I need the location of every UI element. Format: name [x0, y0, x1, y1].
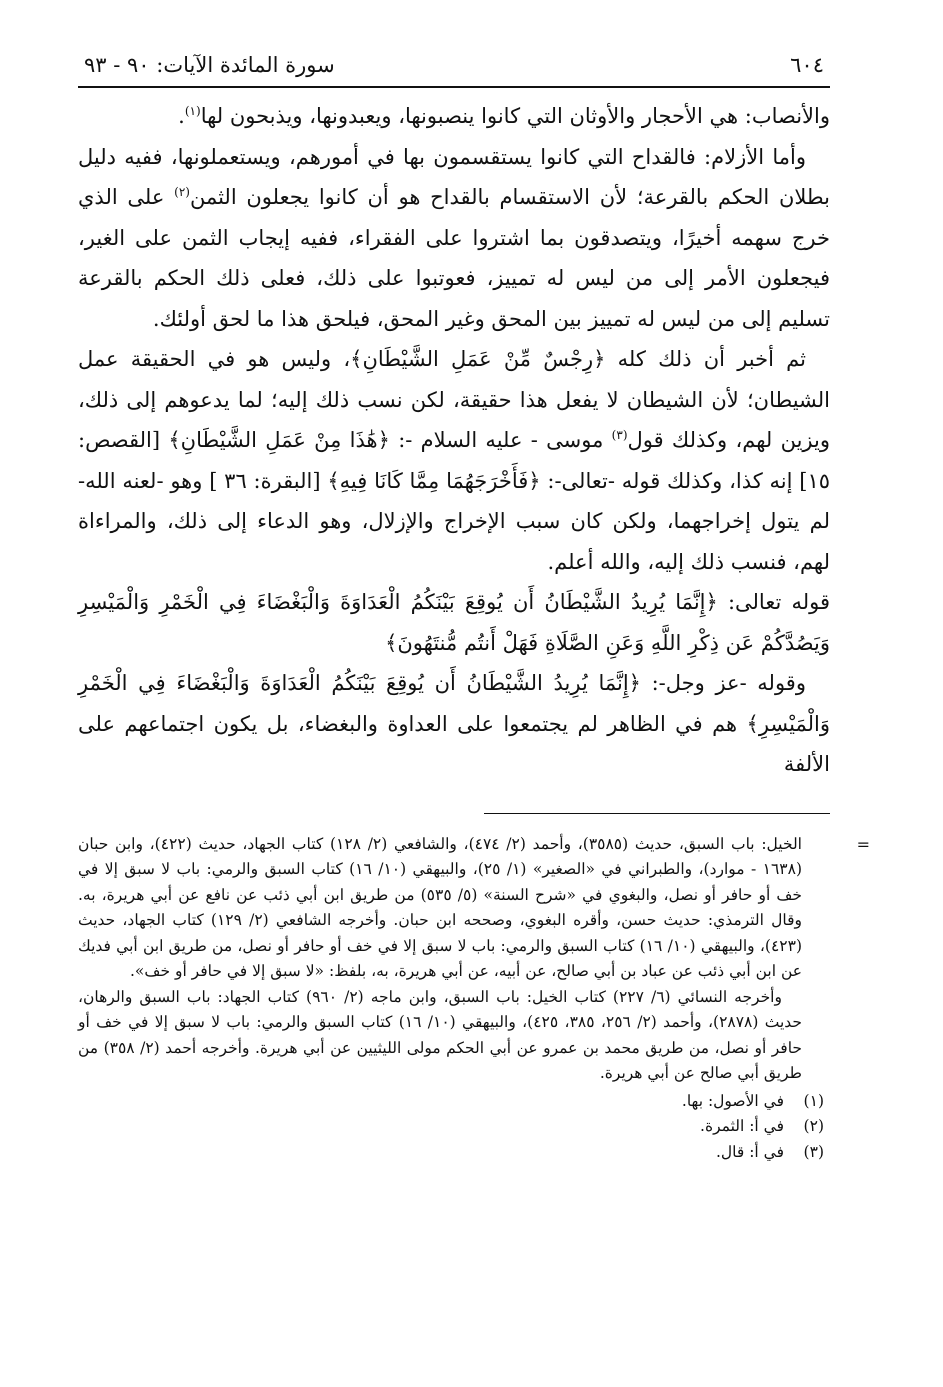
footnote-continuation-text-2: وأخرجه النسائي (٦/ ٢٢٧) كتاب الخيل: باب السبق، وابن ماجه (٢/ ٩٦٠) كتاب الجهاد: باب السبق والرهان، حديث (٢٨٧٨)، وأحمد (٢/ ٢٥٦، ٣٨٥، ٤٢٥)، والبيهقي (١٠/ ١٦) كتاب السبق والرمي: باب لا سبق إلا في خف أو حافر أو نصل، من طريق محمد بن عمرو عن أبي الحكم مولى الليثيين عن أبي هريرة. وأخرجه أحمد (٢/ ٣٥٨) من طريق أبي صالح عن أبي هريرة.: [78, 987, 803, 1082]
paragraph-ansab: والأنصاب: هي الأحجار والأوثان التي كانوا ينصبونها، ويعبدونها، ويذبحون لها$^{(١)}$.: [178, 104, 830, 128]
footnote-number: (٢): [803, 1117, 824, 1135]
footnote-number: (١): [803, 1091, 824, 1110]
running-header: [78, 50, 830, 84]
paragraph-shaytan: ثم أخبر أن ذلك كله ﴿رِجْسٌ مِّنْ عَمَلِ الشَّيْطَانِ﴾، وليس هو في الحقيقة عمل الشيطان؛ لأن الشيطان لا يفعل هذا حقيقة، لكن نسب ذلك إليه؛ لما يدعوهم إلى ذلك، ويزين لهم، وكذلك قول$^{(٣)}$ موسى - عليه السلام -: ﴿هَٰذَا مِنْ عَمَلِ الشَّيْطَانِ﴾ [القصص: ١٥] إنه كذا، وكذلك قوله -تعالى-: ﴿فَأَخْرَجَهُمَا مِمَّا كَانَا فِيهِ﴾ [البقرة: ٣٦ ] وهو -لعنه الله- لم يتول إخراجهما، ولكن كان سبب الإخراج والإزلال، وهو الدعاء إلى ذلك، والمراءاة لهم، فنسب ذلك إليه، والله أعلم.: [78, 347, 830, 574]
surah-title: سورة المائدة الآيات: ٩٠ - ٩٣: [84, 53, 335, 77]
footnote-text: في أ: الثمرة.: [700, 1117, 784, 1135]
page: [78, 50, 870, 1165]
footnote-ref-2[interactable]: (٢): [174, 185, 190, 199]
header-divider: [78, 86, 830, 88]
page-number: ٦٠٤: [790, 53, 824, 77]
footnote-item: [78, 1140, 824, 1166]
continuation-marker: =: [856, 834, 870, 854]
paragraph-commentary: وقوله -عز وجل-: ﴿إِنَّمَا يُرِيدُ الشَّيْطَانُ أَن يُوقِعَ بَيْنَكُمُ الْعَدَاوَةَ وَالْبَغْضَاءَ فِي الْخَمْرِ وَالْمَيْسِرِ﴾ هم في الظاهر لم يجتمعوا على العداوة والبغضاء، بل يكون اجتماعهم على الألفة: [78, 671, 830, 776]
paragraph-azlam: وأما الأزلام: فالقداح التي كانوا يستقسمون بها في أمورهم، ويستعملونها، ففيه دليل بطلان الحكم بالقرعة؛ لأن الاستقسام بالقداح هو أن كانوا يجعلون الثمن$^{(٢)}$ على الذي خرج سهمه أخيرًا، ويتصدقون بما اشتروا على الفقراء، ففيه إيجاب الثمن على الغير، فيجعلون الأمر إلى من ليس له تمييز، فعوتبوا على ذلك، فعلى ذلك الحكم بالقرعة تسليم إلى من ليس له تمييز بين المحق وغير المحق، فيلحق هذا ما لحق أولئك.: [78, 144, 830, 331]
footnote-number: (٣): [803, 1142, 824, 1161]
footnotes: [78, 832, 870, 1166]
footnote-text: في أ: قال.: [715, 1142, 784, 1161]
footnote-item: [78, 1114, 824, 1140]
main-text: [78, 96, 830, 785]
footnote-ref-3[interactable]: (٣): [611, 428, 628, 442]
paragraph-verse: قوله تعالى: ﴿إِنَّمَا يُرِيدُ الشَّيْطَانُ أَن يُوقِعَ بَيْنَكُمُ الْعَدَاوَةَ وَالْبَغْضَاءَ فِي الْخَمْرِ وَالْمَيْسِرِ وَيَصُدَّكُمْ عَن ذِكْرِ اللَّهِ وَعَنِ الصَّلَاةِ فَهَلْ أَنتُم مُّنتَهُونَ﴾: [78, 590, 830, 655]
footnote-ref-1[interactable]: (١): [184, 104, 201, 118]
footnote-text: في الأصول: بها.: [681, 1091, 784, 1110]
footnote-list: [78, 1089, 830, 1166]
footnote-divider: [484, 813, 830, 814]
footnote-continuation: [78, 832, 870, 1087]
footnote-continuation-text-1: الخيل: باب السبق، حديث (٣٥٨٥)، وأحمد (٢/ ٤٧٤)، والشافعي (٢/ ١٢٨) كتاب الجهاد، حديث (٤٢٢)، وابن حبان (١٦٣٨ - موارد)، والطبراني في «الصغير» (١/ ٢٥)، والبيهقي (١٠/ ١٦) كتاب السبق والرمي: باب لا سبق إلا في خف أو حافر أو نصل، والبغوي في «شرح السنة» (٥/ ٥٣٥) من طريق ابن أبي ذئب عن نافع عن أبي هريرة، به. وقال الترمذي: حديث حسن، وأقره البغوي، وصححه ابن حبان. وأخرجه الشافعي (٢/ ١٢٩) كتاب الجهاد، حديث (٤٢٣)، والبيهقي (١٠/ ١٦) كتاب السبق والرمي: باب لا سبق إلا في خف أو حافر أو نصل، من طريق ابن أبي فديك عن ابن أبي ذئب عن عباد بن أبي صالح، عن أبيه، عن أبي هريرة، به، بلفظ: «لا سبق إلا في حافر أو خف».: [78, 834, 802, 980]
footnote-item: [78, 1089, 824, 1115]
